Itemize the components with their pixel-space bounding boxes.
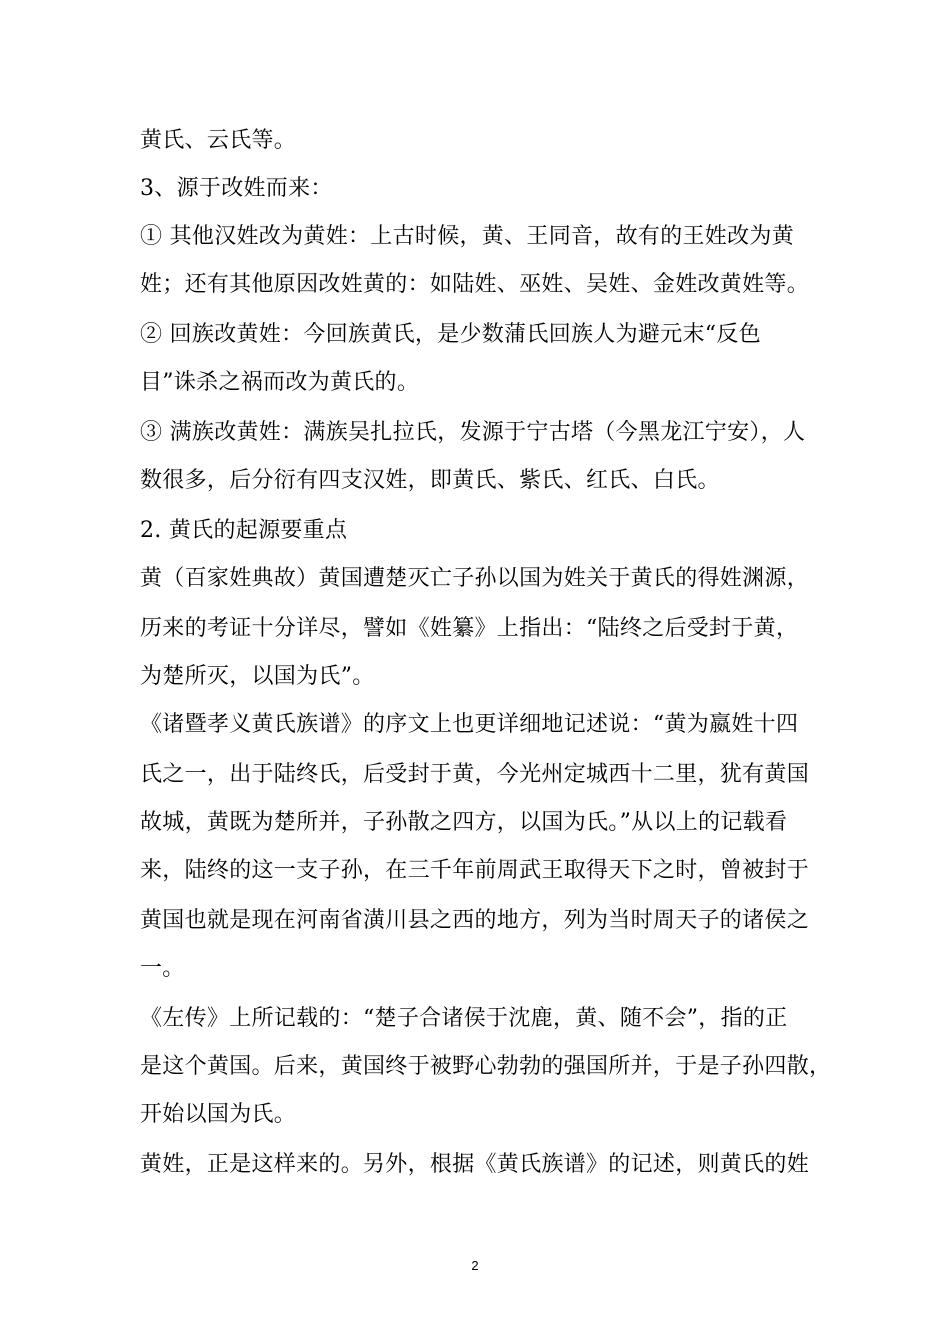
text-line: 黄（百家姓典故）黄国遭楚灭亡子孙以国为姓关于黄氏的得姓渊源， (140, 566, 810, 591)
text-line: 数很多，后分衍有四支汉姓，即黄氏、紫氏、红氏、白氏。 (140, 468, 720, 493)
text-line: 《诸暨孝义黄氏族谱》的序文上也更详细地记述说：“黄为嬴姓十四 (140, 712, 799, 737)
text-line: 黄氏、云氏等。 (140, 128, 297, 153)
text-line: 历来的考证十分详尽，譬如《姓纂》上指出：“陆终之后受封于黄， (140, 616, 799, 641)
text-line: 开始以国为氏。 (140, 1102, 297, 1127)
text-line: 来，陆终的这一支子孙，在三千年前周武王取得天下之时，曾被封于 (140, 858, 810, 883)
text-line: 是这个黄国。后来，黄国终于被野心勃勃的强国所并，于是子孙四散， (140, 1054, 832, 1079)
text-line: 为楚所灭，以国为氏”。 (140, 664, 375, 689)
page-number: 2 (471, 1258, 479, 1273)
text-line: ③ 满族改黄姓：满族吴扎拉氏，发源于宁古塔（今黑龙江宁安），人 (140, 420, 806, 445)
text-line: 氏之一，出于陆终氏，后受封于黄，今光州定城西十二里，犹有黄国 (140, 762, 810, 787)
text-line: 一。 (140, 956, 185, 981)
text-line: 目”诛杀之祸而改为黄氏的。 (140, 370, 420, 395)
section-heading: 2. 黄氏的起源要重点 (140, 518, 348, 543)
text-line: ① 其他汉姓改为黄姓：上古时候，黄、王同音，故有的王姓改为黄 (140, 224, 794, 249)
text-line: ② 回族改黄姓：今回族黄氏，是少数蒲氏回族人为避元末“反色 (140, 322, 761, 347)
text-line: 姓；还有其他原因改姓黄的：如陆姓、巫姓、吴姓、金姓改黄姓等。 (140, 272, 810, 297)
text-line: 黄姓，正是这样来的。另外，根据《黄氏族谱》的记述，则黄氏的姓 (140, 1152, 810, 1177)
section-heading: 3、源于改姓而来： (140, 176, 333, 201)
text-line: 故城，黄既为楚所并，子孙散之四方，以国为氏。”从以上的记载看 (140, 810, 788, 835)
text-line: 黄国也就是现在河南省潢川县之西的地方，列为当时周天子的诸侯之 (140, 908, 810, 933)
text-line: 《左传》上所记载的：“楚子合诸侯于沈鹿，黄、随不会”，指的正 (140, 1006, 788, 1031)
